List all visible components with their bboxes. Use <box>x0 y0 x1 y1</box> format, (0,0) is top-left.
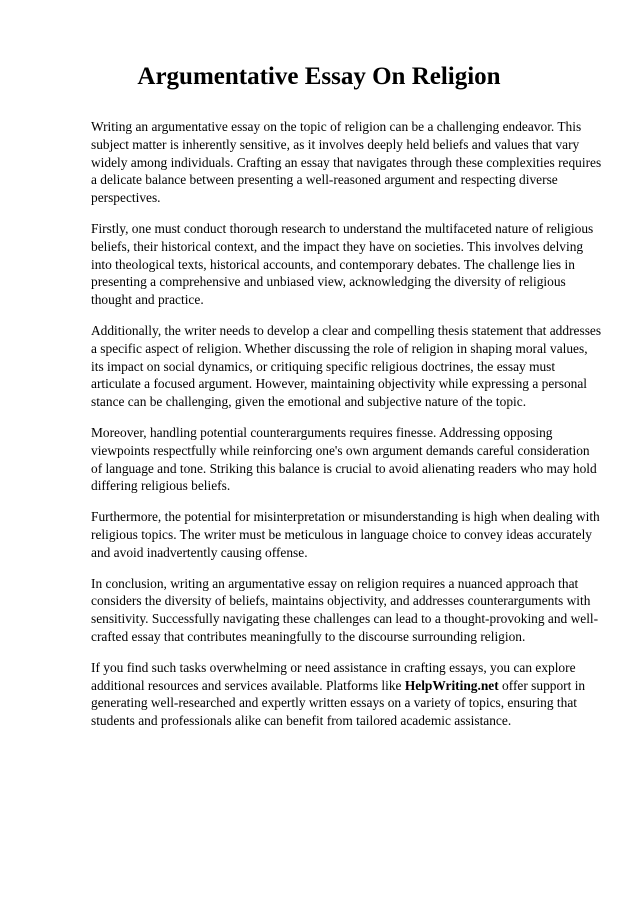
helpwriting-link[interactable]: HelpWriting.net <box>404 677 499 693</box>
paragraph-counterarguments: Moreover, handling potential counterarguments requires finesse. Addressing opposing viewpoints respectfully while reinforcing one's own argument demands careful consideration of language and tone. Striking this balance is crucial to avoid alienating readers who may hold differing religious beliefs. <box>91 424 597 494</box>
paragraph-intro: Writing an argumentative essay on the topic of religion can be a challenging endeavor. This subject matter is inherently sensitive, as it involves deeply held beliefs and values that vary widely among individuals. Crafting an essay that navigates through these complexities requires a delicate balance between presenting a well-reasoned argument and respecting diverse perspectives. <box>91 119 602 206</box>
paragraph-research: Firstly, one must conduct thorough research to understand the multifaceted nature of religious beliefs, their historical context, and the impact they have on societies. This involves delving into theological texts, historical accounts, and contemporary debates. The challenge lies in presenting a comprehensive and unbiased view, acknowledging the diversity of religious thought and practice. <box>91 220 594 308</box>
document-body <box>91 118 603 743</box>
paragraph-conclusion: In conclusion, writing an argumentative essay on religion requires a nuanced approach that considers the diversity of beliefs, maintains objectivity, and addresses counterarguments with sensitivity. Successfully navigating these challenges can lead to a thought-provoking and well-crafted essay that contributes meaningfully to the discourse surrounding religion. <box>91 575 599 644</box>
paragraph-thesis: Additionally, the writer needs to develop a clear and compelling thesis statement that addresses a specific aspect of religion. Whether discussing the role of religion in shaping moral values, its impact on social dynamics, or critiquing specific religious doctrines, the essay must articulate a focused argument. However, maintaining objectivity while expressing a personal stance can be challenging, given the emotional and subjective nature of the topic. <box>91 322 602 410</box>
document-title: Argumentative Essay On Religion <box>137 63 501 90</box>
promotion-text-before: If you find such tasks overwhelming or need assistance in crafting essays, you can explore additional resources and services available. Platforms like <box>91 659 576 693</box>
promotion-text-after: offer support in generating well-researched and expertly written essays on a variety of topics, ensuring that students and professionals alike can benefit from tailored academic assistance. <box>91 677 586 729</box>
paragraph-misinterpretation: Furthermore, the potential for misinterpretation or misunderstanding is high when dealing with religious topics. The writer must be meticulous in language choice to convey ideas accurately and avoid inadvertently causing offense. <box>91 509 600 560</box>
paragraph-promotion <box>91 659 603 730</box>
